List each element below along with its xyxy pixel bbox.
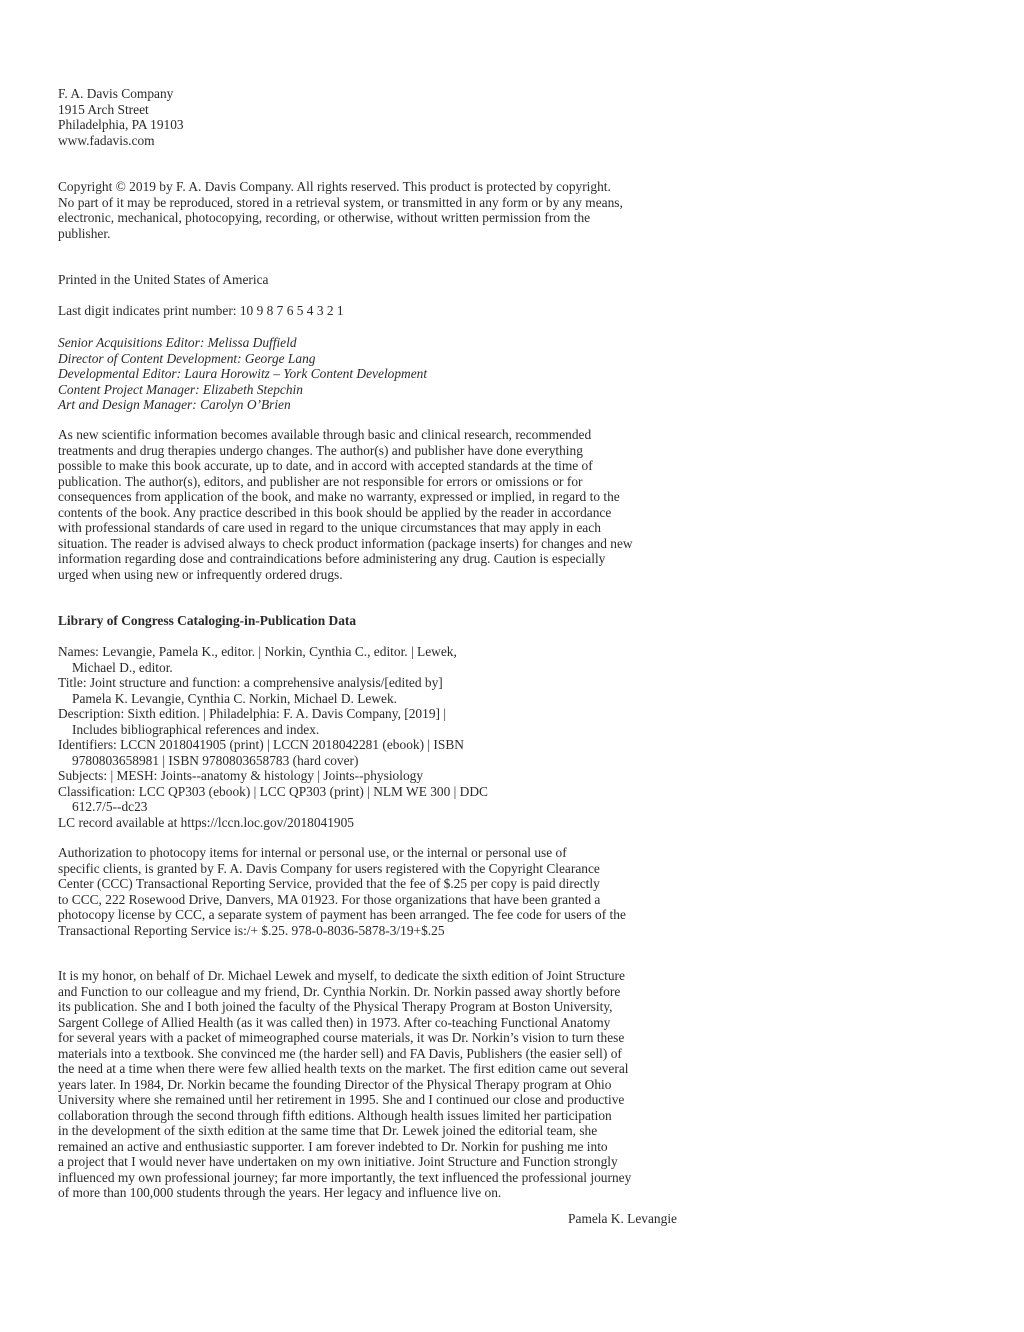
dedication-line: years later. In 1984, Dr. Norkin became the founding Director of the Physical Therapy program at Ohio [58, 1076, 612, 1092]
dedication-signature [58, 1211, 677, 1227]
disclaimer-line: situation. The reader is advised always to check product information (package inserts) for changes and new [58, 535, 633, 551]
cip-line: Title: Joint structure and function: a comprehensive analysis/[edited by] [58, 675, 443, 690]
cip-line: Classification: LCC QP303 (ebook) | LCC QP303 (print) | NLM WE 300 | DDC [58, 783, 488, 799]
signature-text: Pamela K. Levangie [568, 1211, 677, 1226]
photocopy-authorization [58, 845, 683, 938]
dedication-line: collaboration through the second through fifth editions. Although health issues limited her participation [58, 1107, 612, 1123]
dedication-line: a project that I would never have undertaken on my own initiative. Joint Structure and Function strongly [58, 1154, 618, 1169]
cip-line: LC record available at https://lccn.loc.gov/2018041905 [58, 814, 355, 830]
cip-line: Includes bibliographical references and index. [72, 721, 320, 737]
address-line: 1915 Arch Street [58, 101, 149, 117]
dedication-line: remained an active and enthusiastic supporter. I am forever indebted to Dr. Norkin for pushing me into [58, 1138, 608, 1154]
printed-in-text: Printed in the United States of America [58, 272, 269, 287]
publisher-address [58, 86, 683, 148]
copyright-line: publisher. [58, 225, 111, 241]
credit-line: Content Project Manager: Elizabeth Stepchin [58, 381, 303, 397]
disclaimer-line: treatments and drug therapies undergo changes. The author(s) and publisher have done everything [58, 442, 583, 458]
printed-in [58, 272, 683, 288]
disclaimer-line: contents of the book. Any practice described in this book should be applied by the reader in accordance [58, 504, 612, 520]
cip-heading [58, 613, 683, 629]
credit-line: Director of Content Development: George Lang [58, 350, 316, 366]
cip-line: Description: Sixth edition. | Philadelphia: F. A. Davis Company, [2019] | [58, 706, 446, 721]
dedication-line: its publication. She and I both joined the faculty of the Physical Therapy Program at Boston University, [58, 999, 613, 1014]
disclaimer-line: with professional standards of care used in regard to the unique circumstances that may apply in each [58, 520, 601, 535]
dedication-line: and Function to our colleague and my friend, Dr. Cynthia Norkin. Dr. Norkin passed away shortly before [58, 983, 621, 999]
disclaimer-line: publication. The author(s), editors, and publisher are not responsible for errors or omissions or for [58, 473, 583, 489]
dedication-line: the need at a time when there were few allied health texts on the market. The first edition came out several [58, 1061, 629, 1076]
copyright-line: electronic, mechanical, photocopying, recording, or otherwise, without written permission from the [58, 210, 591, 225]
copyright-line: Copyright © 2019 by F. A. Davis Company. All rights reserved. This product is protected by copyright. [58, 179, 611, 194]
cip-line: Michael D., editor. [72, 659, 173, 675]
dedication-line: University where she remained until her retirement in 1995. She and I continued our close and productive [58, 1092, 625, 1107]
disclaimer-line: possible to make this book accurate, up to date, and in accord with accepted standards at the time of [58, 458, 593, 473]
copyright-line: No part of it may be reproduced, stored in a retrieval system, or transmitted in any form or by any means, [58, 194, 623, 210]
cip-line: 612.7/5--dc23 [72, 799, 148, 814]
dedication-line: in the development of the sixth edition at the same time that Dr. Lewek joined the editorial team, she [58, 1123, 598, 1138]
dedication-line: for several years with a packet of mimeographed course materials, it was Dr. Norkin’s vision to turn these [58, 1030, 625, 1045]
cip-line: 9780803658981 | ISBN 9780803658783 (hard cover) [72, 752, 359, 768]
address-line: Philadelphia, PA 19103 [58, 117, 184, 132]
print-number-text: Last digit indicates print number: 10 9 8 7 6 5 4 3 2 1 [58, 303, 344, 318]
disclaimer-line: consequences from application of the book, and make no warranty, expressed or implied, in regard to the [58, 489, 620, 504]
authorization-line: specific clients, is granted by F. A. Davis Company for users registered with the Copyright Clearance [58, 860, 600, 876]
credit-line: Senior Acquisitions Editor: Melissa Duffield [58, 335, 297, 350]
authorization-line: to CCC, 222 Rosewood Drive, Danvers, MA 01923. For those organizations that have been granted a [58, 891, 601, 907]
dedication-line: influenced my own professional journey; far more importantly, the text influenced the professional journey [58, 1169, 632, 1185]
dedication-line: It is my honor, on behalf of Dr. Michael Lewek and myself, to dedicate the sixth edition of Joint Structure [58, 968, 625, 983]
cip-line: Subjects: | MESH: Joints--anatomy & histology | Joints--physiology [58, 768, 424, 783]
dedication-line: materials into a textbook. She convinced me (the harder sell) and FA Davis, Publishers (the easier sell) of [58, 1045, 622, 1061]
credit-line: Developmental Editor: Laura Horowitz – York Content Development [58, 366, 428, 381]
authorization-line: Center (CCC) Transactional Reporting Service, provided that the fee of $.25 per copy is paid directly [58, 876, 600, 891]
authorization-line: photocopy license by CCC, a separate system of payment has been arranged. The fee code for users of the [58, 907, 626, 922]
cip-line: Pamela K. Levangie, Cynthia C. Norkin, Michael D. Lewek. [72, 690, 398, 706]
copyright-notice [58, 179, 683, 241]
dedication [58, 968, 683, 1201]
print-number [58, 303, 683, 319]
disclaimer-line: urged when using new or infrequently ordered drugs. [58, 566, 343, 582]
authorization-line: Authorization to photocopy items for internal or personal use, or the internal or personal use of [58, 845, 567, 860]
disclaimer-line: information regarding dose and contraindications before administering any drug. Caution is especially [58, 551, 606, 566]
medical-disclaimer [58, 427, 683, 582]
authorization-line: Transactional Reporting Service is:/+ $.25. 978-0-8036-5878-3/19+$.25 [58, 922, 445, 938]
cip-data [58, 644, 683, 830]
dedication-line: of more than 100,000 students through the years. Her legacy and influence live on. [58, 1185, 502, 1200]
disclaimer-line: As new scientific information becomes available through basic and clinical research, recommended [58, 427, 592, 442]
cip-heading-text: Library of Congress Cataloging-in-Publication Data [58, 613, 357, 628]
editorial-credits [58, 335, 683, 413]
credit-line: Art and Design Manager: Carolyn O’Brien [58, 397, 291, 412]
address-line: F. A. Davis Company [58, 86, 174, 101]
publisher-website: www.fadavis.com [58, 132, 155, 148]
cip-line: Names: Levangie, Pamela K., editor. | Norkin, Cynthia C., editor. | Lewek, [58, 644, 457, 659]
cip-line: Identifiers: LCCN 2018041905 (print) | LCCN 2018042281 (ebook) | ISBN [58, 737, 464, 752]
dedication-line: Sargent College of Allied Health (as it was called then) in 1973. After co-teaching Functional Anatomy [58, 1014, 611, 1030]
